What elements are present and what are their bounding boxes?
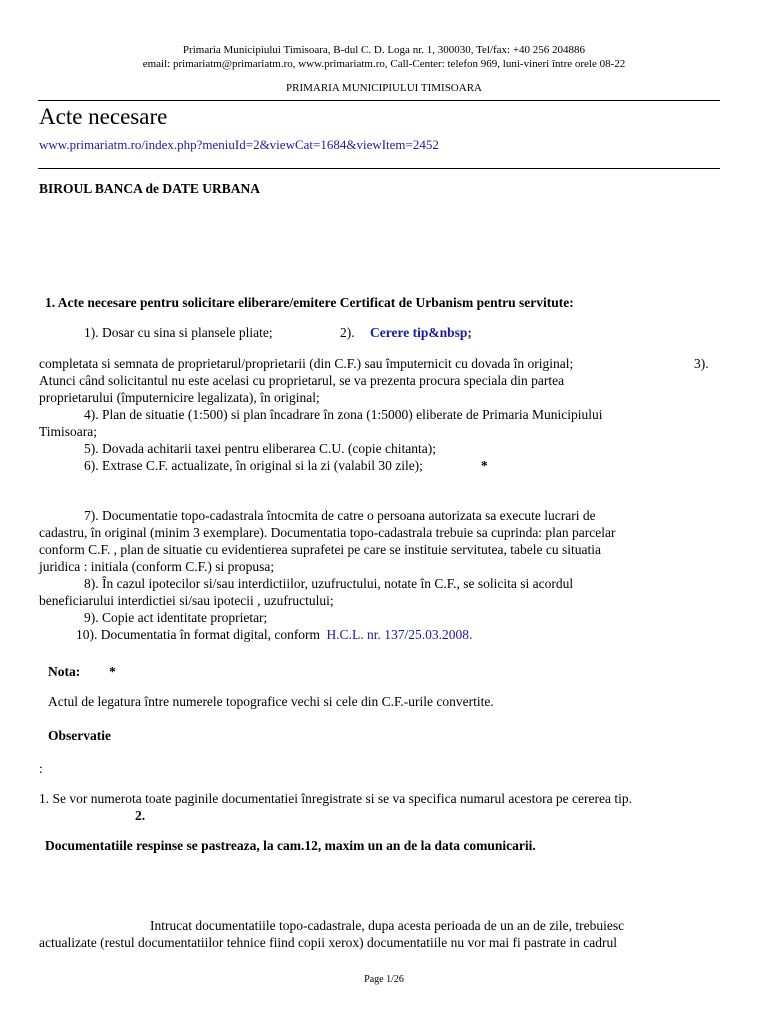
section-heading: 1. Acte necesare pentru solicitare eliberare/emitere Certificat de Urbanism pentru servitute: [45,295,574,310]
observatie-item-1: 1. Se vor numerota toate paginile documentatiei înregistrate si se va specifica numarul acestora pe cererea tip. [39,791,633,806]
header-institution: PRIMARIA MUNICIPIULUI TIMISOARA [286,82,482,94]
item-6: 6). Extrase C.F. actualizate, în original si la zi (valabil 30 zile); [84,458,423,473]
header-address: Primaria Municipiului Timisoara, B-dul C. D. Loga nr. 1, 300030, Tel/fax: +40 256 204886 [182,44,586,56]
observatie-item-2-number: 2. [135,808,146,823]
title-divider [38,168,720,169]
item-3-line1: Atunci când solicitantul nu este acelasi cu proprietarul, se va prezenta procura speciala din partea [39,373,565,388]
item-7-line2: cadastru, în original (minim 3 exemplare). Documentatia topo-cadastrala trebuie sa cuprinda: plan parcelar [39,525,616,540]
item-10-period: . [468,627,473,642]
item-10 [76,626,472,643]
paragraph-line2: actualizate (restul documentatiilor tehnice fiind copii xerox) documentatiile nu vor mai fi pastrate in cadrul [39,935,618,950]
item-4-line1: 4). Plan de situatie (1:500) si plan încadrare în zona (1:5000) eliberate de Primaria Municipiului [84,407,603,422]
item-5: 5). Dovada achitarii taxei pentru eliberarea C.U. (copie chitanta); [84,441,436,456]
item-2-text: completata si semnata de proprietarul/proprietarii (din C.F.) sau împuternicit cu dovada în original; [39,356,574,371]
observatie-item-2-text: Documentatiile respinse se pastreaza, la cam.12, maxim un an de la data comunicarii. [45,838,536,853]
hcl-link[interactable]: H.C.L. nr. 137/25.03.2008 [326,627,469,642]
item-7-line4: juridica : initiala (conform C.F.) si propusa; [39,559,275,574]
item-3-line2: proprietarului (împuternicire legalizata), în original; [39,390,320,405]
paragraph-line1: Intrucat documentatiile topo-cadastrale, dupa acesta perioada de un an de zile, trebuiesc [150,918,625,933]
item-10-text: 10). Documentatia în format digital, conform [76,627,321,642]
source-url-link[interactable]: www.primariatm.ro/index.php?meniuId=2&viewCat=1684&viewItem=2452 [39,137,439,152]
item-7-line1: 7). Documentatie topo-cadastrala întocmita de catre o persoana autorizata sa execute lucrari de [84,508,596,523]
nota-asterisk: * [109,664,116,679]
office-heading: BIROUL BANCA de DATE URBANA [39,181,261,196]
header-contact: email: primariatm@primariatm.ro, www.primariatm.ro, Call-Center: telefon 969, luni-vineri între orele 08-22 [142,58,626,70]
observatie-label: Observatie [48,728,111,743]
page-number: Page 1/26 [364,974,404,985]
header-divider [38,100,720,101]
item-6-asterisk: * [481,458,488,473]
item-9: 9). Copie act identitate proprietar; [84,610,268,625]
item-8-line2: beneficiarului interdictiei si/sau ipotecii , uzufructului; [39,593,334,608]
item-3-number: 3). [694,356,709,371]
cerere-tip-link[interactable]: Cerere tip&nbsp; [370,325,472,340]
page-title: Acte necesare [39,104,168,129]
nota-text: Actul de legatura între numerele topografice vechi si cele din C.F.-urile convertite. [48,694,494,709]
nota-label: Nota: [48,664,81,679]
item-7-line3: conform C.F. , plan de situatie cu evidentierea suprafetei pe care se instituie servitutea, tabele cu situatia [39,542,601,557]
item-1: 1). Dosar cu sina si plansele pliate; [84,325,273,340]
item-2-number: 2). [340,325,355,340]
item-4-line2: Timisoara; [39,424,98,439]
observatie-colon: : [39,761,43,776]
item-8-line1: 8). În cazul ipotecilor si/sau interdictiilor, uzufructului, notate în C.F., se solicita si acordul [84,576,574,591]
